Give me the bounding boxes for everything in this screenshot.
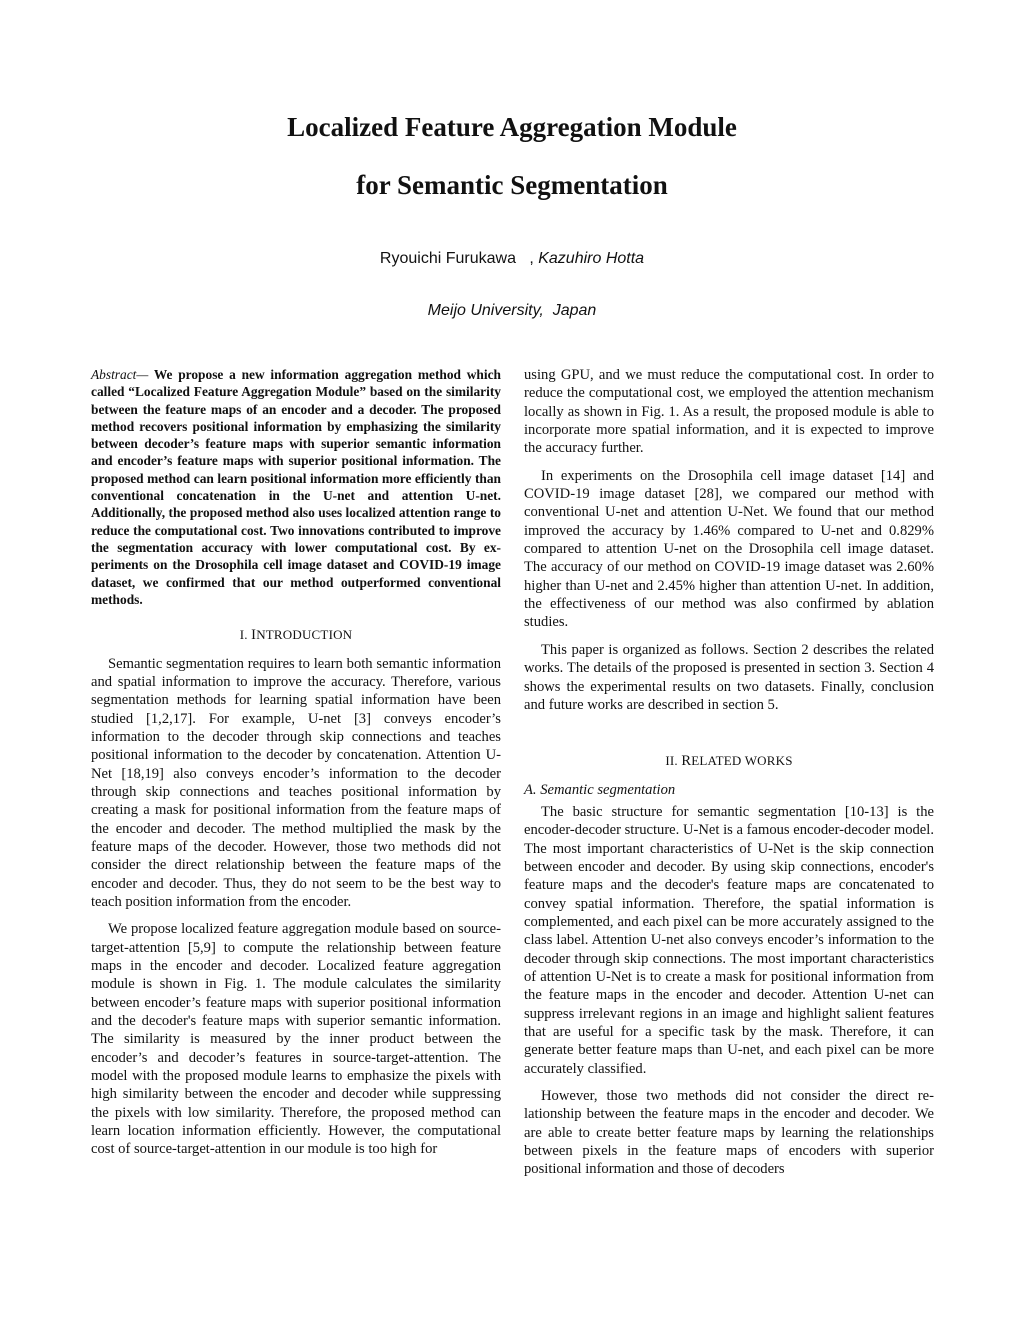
right-column	[524, 366, 934, 1179]
related-paragraph-1: The basic structure for semantic segmentation [10-13] is the encoder-decoder structure. U-Net is a famous encoder-decoder model. The most important characteristics of U-Net is the skip connection between encoder and decoder. By using skip connections, encoder's feature maps and the decoder's feature maps are concatenated to convey spatial information. Therefore, the spatial information is complemented, and each pixel can be more accurately assigned to the class label. Attention U-net also conveys encoder’s information to the decoder through skip connections. The most important characteristics of attention U-Net is to create a mask for positional information from the feature maps in the encoder and decoder. Attention U-net can suppress irrelevant regions in an image and highlight salient features that are useful for a specific task by the mask. Therefore, it can generate better feature maps than U-net, and each pixel can be more accurately classified.	[524, 803, 934, 1077]
abstract	[91, 366, 501, 608]
affiliation: Meijo University, Japan	[427, 302, 597, 319]
intro-paragraph-2: We propose localized feature aggregation module based on source-target-attention [5,9] to compute the relationship between feature maps in the encoder and decoder. Localized feature aggregation module is shown in Fig. 1. The module calculates the similarity between encoder’s feature maps with superior positional information and the decoder's feature maps with superior semantic information. The similarity is measured by the inner product between the encoder’s and decoder’s features in source-target-attention. The model with the proposed module learns to emphasize the pixels with high similarity between the encoder and decoder while suppressing the pixels with low similarity. Therefore, the proposed method can learn location information efficiently. However, the computational cost of source-target-attention in our module is too high for	[91, 921, 501, 1158]
section-number: I.	[239, 627, 248, 643]
section-title: ELATED WORKS	[691, 753, 793, 769]
section-heading-related-works	[524, 752, 934, 770]
intro-paragraph-4: In experiments on the Drosophila cell image dataset [14] and COVID-19 image dataset [28], we compared our method with conventional U-net and attention U-Net. We found that our method improved the accuracy by 1.46% compared to U-net and 0.829% compared to attention U-net on the Drosophila cell image dataset. The accuracy of our method on COVID-19 image dataset was 2.60% higher than U-net and 2.45% higher than attention U-net. In addition, the effectiveness of our method was also confirmed by ablation studies.	[524, 467, 934, 631]
section-initial: R	[681, 753, 692, 770]
section-number: II.	[665, 753, 678, 769]
abstract-dash: —	[136, 367, 149, 382]
intro-paragraph-1: Semantic segmentation requires to learn both semantic information and spatial information to improve the accuracy. Therefore, various segmentation methods for learning spatial information have been studied [1,2,17]. For example, U-net [3] conveys encoder’s information to the decoder through skip connections and teaches positional information to the decoder by concatenation. Attention U-Net [18,19] also conveys encoder’s information to the decoder through skip connections and teaches positional information by creating a mask for positional information from the feature maps of the encoder and decoder. The method multiplied the mask by the feature maps of the decoder. However, those two methods did not consider the direct relationship between the feature maps of the encoder and decoder. Thus, they do not seem to be the best way to teach position information from the encoder.	[91, 655, 501, 910]
paper-title-line-2: for Semantic Segmentation	[356, 170, 668, 200]
author-list	[0, 250, 1024, 268]
abstract-text: We propose a new information aggregation method which called “Localized Feature Aggregation Module” based on the similarity between the feature maps of an encoder and a decoder. The proposed method recovers positional information by emphasizing the similarity between decoder’s feature maps with superior semantic information and encoder’s feature maps with superior positional information. The proposed method can learn positional information more efficiently than conventional concatenation in the U-net and attention U-net. Additionally, the proposed method also uses localized attention range to reduce the computational cost. Two innovations contributed to improve the segmentation accuracy with lower computational cost. By experiments on the Drosophila cell image dataset and COVID-19 image dataset, we confirmed that our method outperformed conventional methods.	[91, 367, 501, 607]
author-2: Kazuhiro Hotta	[538, 250, 645, 267]
related-paragraph-2: However, those two methods did not consider the direct relationship between the feature maps in the encoder and decoder. We are able to create better feature maps by learning the relationships between pixels in the feature maps of encoders with superior positional information and those of decoders	[524, 1088, 934, 1178]
section-title: NTRODUCTION	[256, 627, 353, 643]
left-column	[91, 366, 501, 1159]
author-separator: ,	[515, 250, 539, 267]
subsection-heading-semantic-segmentation: A. Semantic segmentation	[524, 781, 676, 798]
paper-title-line-1: Localized Feature Aggregation Module	[287, 112, 737, 142]
author-1: Ryouichi Furukawa	[379, 250, 516, 267]
section-initial: I	[251, 627, 257, 644]
intro-paragraph-3: using GPU, and we must reduce the computational cost. In order to reduce the computational cost, we employed the attention mechanism locally as shown in Fig. 1. As a result, the proposed module is able to incorporate more spatial information, and it is expected to improve the accuracy further.	[524, 367, 934, 457]
abstract-label: Abstract	[91, 367, 137, 382]
intro-paragraph-5: This paper is organized as follows. Section 2 describes the related works. The details of the proposed is presented in section 3. Section 4 shows the experimental results on two datasets. Finally, conclusion and future works are described in section 5.	[524, 641, 934, 713]
section-heading-introduction	[91, 626, 501, 644]
